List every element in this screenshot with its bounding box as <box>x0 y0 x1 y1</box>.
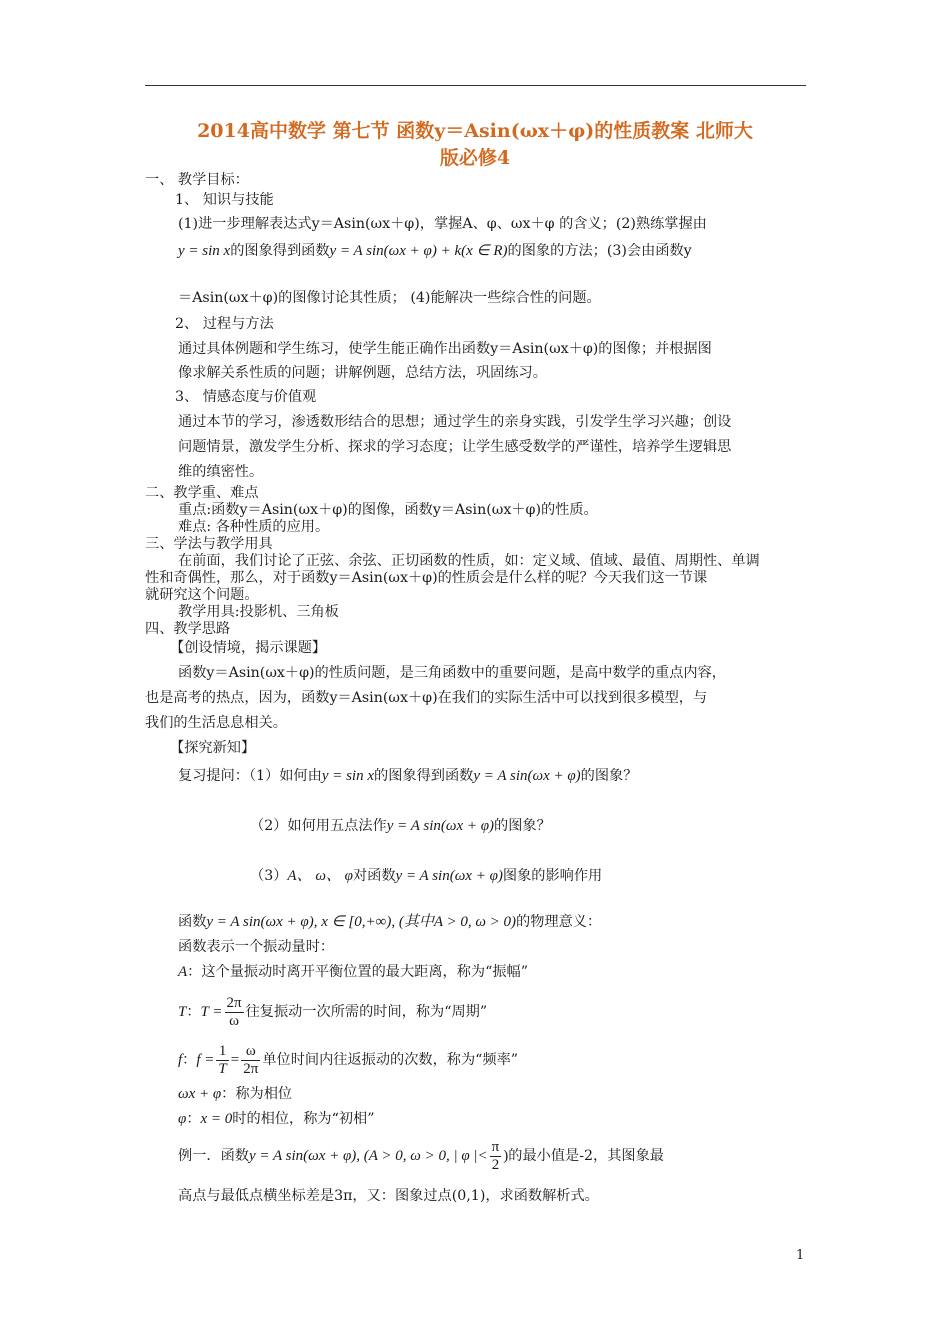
sub-1-text-b: 的图象的方法；(3)会由函数y <box>507 243 692 259</box>
example-close-paren: ) <box>503 1148 509 1164</box>
formula-params: A、 ω、 φ <box>287 868 353 884</box>
review-q1-text-b: 的图象得到函数 <box>374 768 474 784</box>
section-4-para-1: 函数y＝Asin(ωx＋φ)的性质问题，是三角函数中的重要问题，是高中数学的重点内容， <box>178 665 726 681</box>
frequency-eq: f = <box>196 1052 215 1068</box>
frequency-label: f <box>178 1052 183 1068</box>
sub-2-line-2: 像求解关系性质的问题；讲解例题，总结方法，巩固练习。 <box>178 365 547 381</box>
review-q1-text-a: 复习提问：（1）如何由 <box>178 768 322 784</box>
sub-1-heading: 1、 知识与技能 <box>175 192 274 208</box>
sub-1-line-3: ＝Asin(ωx＋φ)的图像讨论其性质； (4)能解决一些综合性的问题。 <box>178 290 601 306</box>
explore-heading: 【探究新知】 <box>170 740 256 756</box>
review-q1-text-c: 的图象？ <box>580 768 638 784</box>
section-3-line-1: 在前面，我们讨论了正弦、余弦、正切函数的性质，如：定义域、值域、最值、周期性、单调 <box>178 553 760 569</box>
example-text-a: 例一．函数 <box>178 1148 249 1164</box>
formula-definition: y = A sin(ωx + φ), x ∈ [0,+∞), (其中A > 0, ω > 0) <box>206 914 517 930</box>
frequency-text: 单位时间内往返振动的次数，称为“频率” <box>262 1052 519 1068</box>
create-situation-heading: 【创设情境，揭示课题】 <box>170 640 327 656</box>
formula-y-sinx: y = sin x <box>178 243 231 259</box>
sub-1-text-a: 的图象得到函数 <box>230 243 330 259</box>
header-rule <box>145 85 806 86</box>
sub-2-line-1: 通过具体例题和学生练习，使学生能正确作出函数y＝Asin(ωx＋φ)的图像；并根据图 <box>178 341 712 357</box>
period-line: T：T = $\frac{2\pi}{\omega}$ 往复振动一次所需的时间，称为“周期” <box>178 994 488 1029</box>
period-eq: T = <box>200 1004 223 1020</box>
section-3-line-3: 就研究这个问题。 <box>145 587 259 603</box>
sub-1-line-2 <box>178 241 692 261</box>
physics-text-a: 函数 <box>178 914 207 930</box>
frequency-numerator-2: ω <box>241 1043 260 1061</box>
example-denominator: 2 <box>491 1156 500 1173</box>
initial-phase-text: 时的相位，称为“初相” <box>232 1111 375 1127</box>
phase-line <box>178 1084 292 1104</box>
review-question-3 <box>250 866 602 886</box>
section-1-heading: 一、 教学目标： <box>145 172 249 188</box>
review-question-1 <box>178 766 637 786</box>
initial-phase-line <box>178 1109 375 1129</box>
sub-3-line-1: 通过本节的学习，渗透数形结合的思想；通过学生的亲身实践，引发学生学习兴趣；创设 <box>178 414 732 430</box>
period-numerator: 2π <box>226 994 242 1011</box>
sub-3-line-2: 问题情景，激发学生分析、探求的学习态度；让学生感受数学的严谨性，培养学生逻辑思 <box>178 439 732 455</box>
period-label: T <box>178 1004 187 1020</box>
frequency-denominator-1: T <box>218 1060 227 1077</box>
section-2-heading: 二、教学重、难点 <box>145 485 259 501</box>
initial-phase-symbol: φ <box>178 1111 187 1127</box>
initial-phase-condition: x = 0 <box>200 1111 233 1127</box>
sub-2-heading: 2、 过程与方法 <box>175 316 274 332</box>
amplitude-text: ：这个量振动时离开平衡位置的最大距离，称为“振幅” <box>187 964 528 980</box>
review-q2-text-a: （2）如何用五点法作 <box>250 818 387 834</box>
review-q3-text-a: （3） <box>250 868 288 884</box>
document-title <box>140 118 810 172</box>
section-3-line-2: 性和奇偶性，那么，对于函数y＝Asin(ωx＋φ)的性质会是什么样的呢？今天我们这一节课 <box>145 570 708 586</box>
sub-3-line-3: 维的缜密性。 <box>178 464 264 480</box>
sub-1-line-1: (1)进一步理解表达式y＝Asin(ωx＋φ)，掌握A、φ、ωx＋φ 的含义；(2)熟练掌握由 <box>178 216 707 232</box>
period-text: 往复振动一次所需的时间，称为“周期” <box>245 1004 488 1020</box>
example-text-b: 的最小值是-2，其图象最 <box>508 1148 664 1164</box>
teaching-tools: 教学用具:投影机、三角板 <box>178 604 339 620</box>
page-number: 1 <box>796 1248 805 1263</box>
review-question-2 <box>250 816 551 836</box>
section-3-heading: 三、学法与教学用具 <box>145 536 273 552</box>
period-denominator: ω <box>229 1012 239 1029</box>
example-formula: y = A sin(ωx + φ), (A > 0, ω > 0, | φ |< <box>248 1148 488 1164</box>
example-line-2: 高点与最低点横坐标差是3π，又：图象过点(0,1)，求函数解析式。 <box>178 1188 599 1204</box>
phase-text: ：称为相位 <box>221 1086 293 1102</box>
formula-func-q2: y = A sin(ωx + φ) <box>386 818 495 834</box>
frequency-denominator-2: 2π <box>243 1060 259 1077</box>
physics-line-1 <box>178 912 601 932</box>
phase-formula: ωx + φ <box>178 1086 222 1102</box>
physics-text-b: 的物理意义： <box>516 914 602 930</box>
section-4-heading: 四、教学思路 <box>145 621 231 637</box>
amplitude-label: A <box>178 964 188 980</box>
review-q3-text-c: 图象的影响作用 <box>502 868 603 884</box>
title-line-2: 版必修4 <box>439 147 511 169</box>
difficult-points: 难点: 各种性质的应用。 <box>178 519 330 535</box>
section-4-para-2: 也是高考的热点，因为，函数y＝Asin(ωx＋φ)在我们的实际生活中可以找到很多模型，与 <box>145 690 708 706</box>
frequency-fraction-1 <box>216 1043 228 1078</box>
frequency-numerator-1: 1 <box>216 1043 228 1061</box>
title-line-1: 2014高中数学 第七节 函数y＝Asin(ωx＋φ)的性质教案 北师大 <box>197 120 753 142</box>
example-numerator: π <box>491 1138 500 1155</box>
initial-phase-colon: ： <box>186 1111 201 1127</box>
section-4-para-3: 我们的生活息息相关。 <box>145 715 287 731</box>
formula-func-k: y = A sin(ωx + φ) + k(x ∈ R) <box>329 243 508 259</box>
example-fraction <box>490 1139 502 1174</box>
review-q3-text-b: 对函数 <box>352 868 396 884</box>
physics-line-2: 函数表示一个振动量时： <box>178 939 335 955</box>
review-q2-text-b: 的图象？ <box>494 818 551 834</box>
frequency-eq-2: = <box>230 1052 240 1068</box>
formula-func-q1: y = A sin(ωx + φ) <box>473 768 581 784</box>
frequency-fraction-2 <box>241 1043 260 1078</box>
key-points: 重点:函数y＝Asin(ωx＋φ)的图像，函数y＝Asin(ωx＋φ)的性质。 <box>178 502 598 518</box>
example-line-1 <box>178 1136 664 1176</box>
sub-3-heading: 3、 情感态度与价值观 <box>175 389 317 405</box>
amplitude-line <box>178 962 528 982</box>
formula-y-sinx-review: y = sin x <box>321 768 375 784</box>
period-fraction <box>225 995 244 1030</box>
formula-func-q3: y = A sin(ωx + φ) <box>395 868 503 884</box>
frequency-line: f：f = $\frac{1}{T}$ = $\frac{\omega}{2\pi}$ 单位时间内往返振动的次数，称为“频率” <box>178 1042 519 1077</box>
